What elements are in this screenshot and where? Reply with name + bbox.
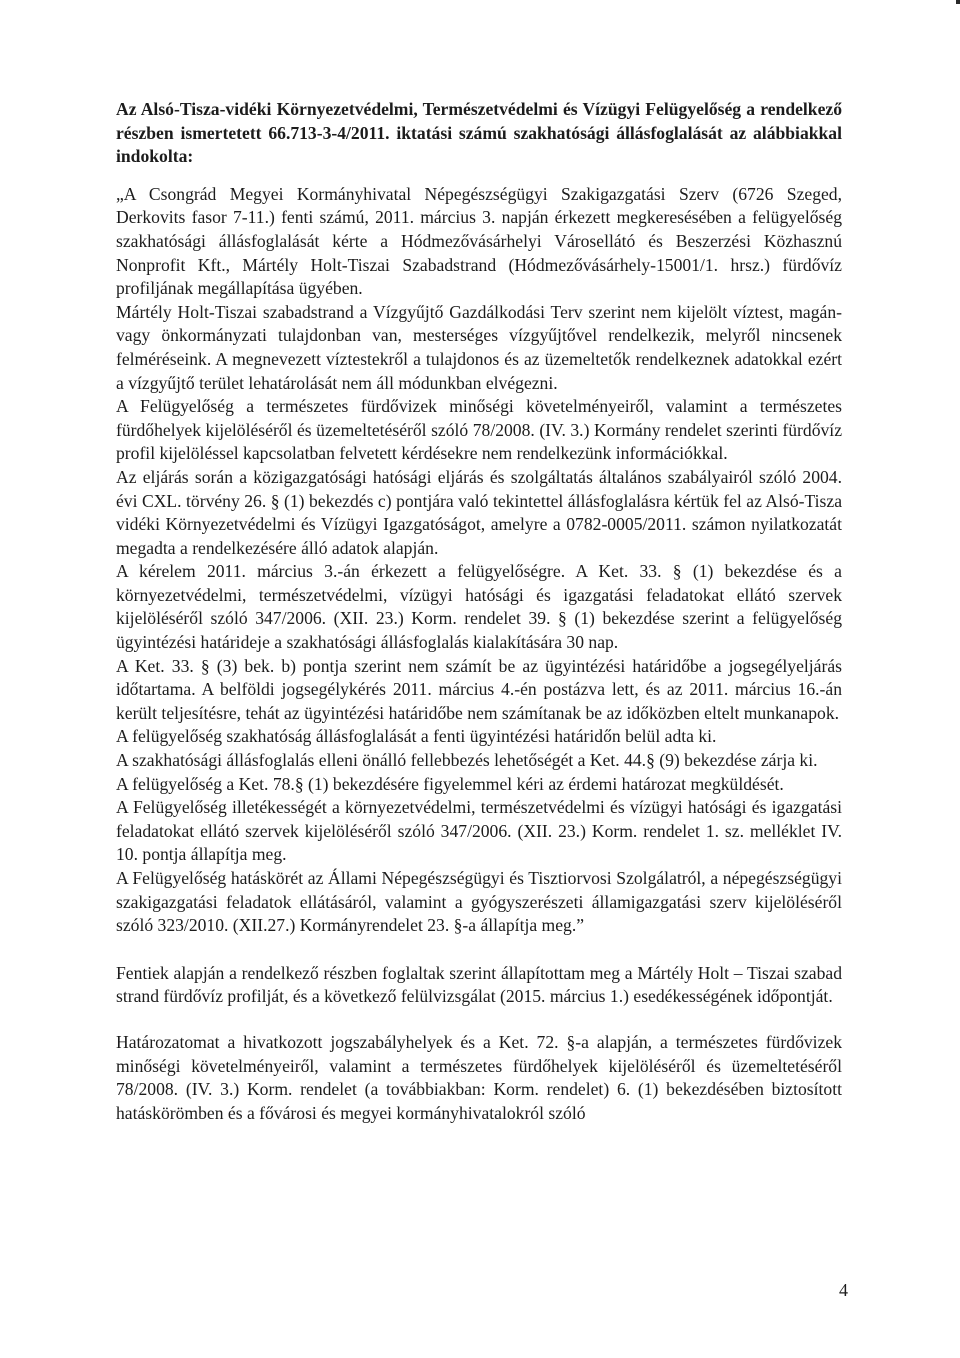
quote-paragraph: „A Csongrád Megyei Kormányhivatal Népegészségügyi Szakigazgatási Szerv (6726 Szeged, Derkovits fasor 7-11.) fenti számú, 2011. március 3. napján érkezett megkeresésében a felügyelőség szakhatósági állásfoglalását kérte a Hódmezővásárhelyi Városellátó és Beszerzési Közhasznú Nonprofit Kft., Mártély Holt-Tiszai Szabadstrand (Hódmezővásárhely-15001/1. hrsz.) fürdővíz profiljának megállapítása ügyében. (116, 183, 842, 299)
section-heading: Az Alsó-Tisza-vidéki Környezetvédelmi, Természetvédelmi és Vízügyi Felügyelőség a rendelkező részben ismertetett 66.713-3-4/2011. iktatási számú szakhatósági állásfoglalását az alábbiakkal indokolta: (116, 99, 842, 167)
scan-corner-mark (956, 0, 960, 4)
quote-paragraph: Az eljárás során a közigazgatósági hatósági eljárás és szolgáltatás általános szabályairól szóló 2004. évi CXL. törvény 26. § (1) bekezdés c) pontjára való tekintettel állásfoglalásra kértük fel az Alsó-Tisza vidéki Környezetvédelmi és Vízügyi Igazgatóságot, amelyre a 0782-0005/2011. számon nyilatkozatát megadta a rendelkezésére álló adatok alapján. (116, 466, 842, 558)
legal-basis-paragraph: Határozatomat a hivatkozott jogszabályhelyek és a Ket. 72. §-a alapján, a természetes fürdővizek minőségi követelményeiről, valamint a természetes fürdőhelyek kijelöléséről és üzemeltetéséről 78/2008. (IV. 3.) Korm. rendelet (a továbbiakban: Korm. rendelet) 6. (1) bekezdésében biztosított hatáskörömben és a fővárosi és megyei kormányhivatalokról szóló (116, 1031, 842, 1123)
quote-paragraph: A szakhatósági állásfoglalás elleni önálló fellebbezés lehetőségét a Ket. 44.§ (9) bekezdése zárja ki. (116, 750, 818, 771)
quote-paragraph: A Felügyelőség a természetes fürdővizek minőségi követelményeiről, valamint a természetes fürdőhelyek kijelöléséről és üzemeltetéséről szóló 78/2008. (IV. 3.) Kormány rendelet szerinti fürdővíz profil kijelöléssel kapcsolatban felvetett kérdésekre nem rendelkezünk információkkal. (116, 396, 842, 464)
conclusion-paragraph: Fentiek alapján a rendelkező részben foglaltak szerint állapítottam meg a Mártély Holt – Tiszai szabad strand fürdővíz profilját, és a következő felülvizsgálat (2015. március 1.) esedékességének időpontját. (116, 962, 842, 1007)
quote-paragraph: A Felügyelőség illetékességét a környezetvédelmi, természetvédelmi és vízügyi hatósági és igazgatási feladatokat ellátó szervek kijelöléséről szóló 347/2006. (XII. 23.) Korm. rendelet 1. sz. melléklet IV. 10. pontja állapítja meg. (116, 797, 842, 865)
quote-paragraph: A felügyelőség a Ket. 78.§ (1) bekezdésére figyelemmel kéri az érdemi határozat megküldését. (116, 773, 784, 794)
quote-paragraph: A kérelem 2011. március 3.-án érkezett a felügyelőségre. A Ket. 33. § (1) bekezdése és a környezetvédelmi, természetvédelmi, vízügyi hatósági és igazgatási feladatokat ellátó szervek kijelöléséről szóló 347/2006. (XII. 23.) Korm. rendelet 39. § (1) bekezdése szerint a felügyelőség ügyintézési határideje a szakhatósági állásfoglalás kialakítására 30 nap. (116, 561, 842, 653)
quote-paragraph: Mártély Holt-Tiszai szabadstrand a Vízgyűjtő Gazdálkodási Terv szerint nem kijelölt víztest, magán- vagy önkormányzati tulajdonban van, mesterséges vízgyűjtővel rendelkezik, melyről nincsenek felméréseink. A megnevezett víztestekről a tulajdonos és az üzemeltetők rendelkeznek adatokkal ezért a vízgyűjtő terület lehatárolását nem áll módunkban elvégezni. (116, 301, 842, 393)
document-page (116, 98, 842, 1125)
quote-paragraph: A Ket. 33. § (3) bek. b) pontja szerint nem számít be az ügyintézési határidőbe a jogsegélyeljárás időtartama. A belföldi jogsegélykérés 2011. március 4.-én postázva lett, és az 2011. március 16.-án került teljesítésre, tehát az ügyintézési határidőbe nem számítanak be az időközben eltelt munkanapok. (116, 655, 842, 723)
quote-paragraph: A Felügyelőség hatáskörét az Állami Népegészségügyi és Tisztiorvosi Szolgálatról, a népegészségügyi szakigazgatási feladatok ellátásáról, valamint a gyógyszerészeti államigazgatási szerv kijelöléséről szóló 323/2010. (XII.27.) Kormányrendelet 23. §-a állapítja meg.” (116, 868, 842, 936)
page-number: 4 (839, 1280, 848, 1300)
quoted-justification (116, 183, 842, 938)
quote-paragraph: A felügyelőség szakhatóság állásfoglalását a fenti ügyintézési határidőn belül adta ki. (116, 726, 717, 747)
